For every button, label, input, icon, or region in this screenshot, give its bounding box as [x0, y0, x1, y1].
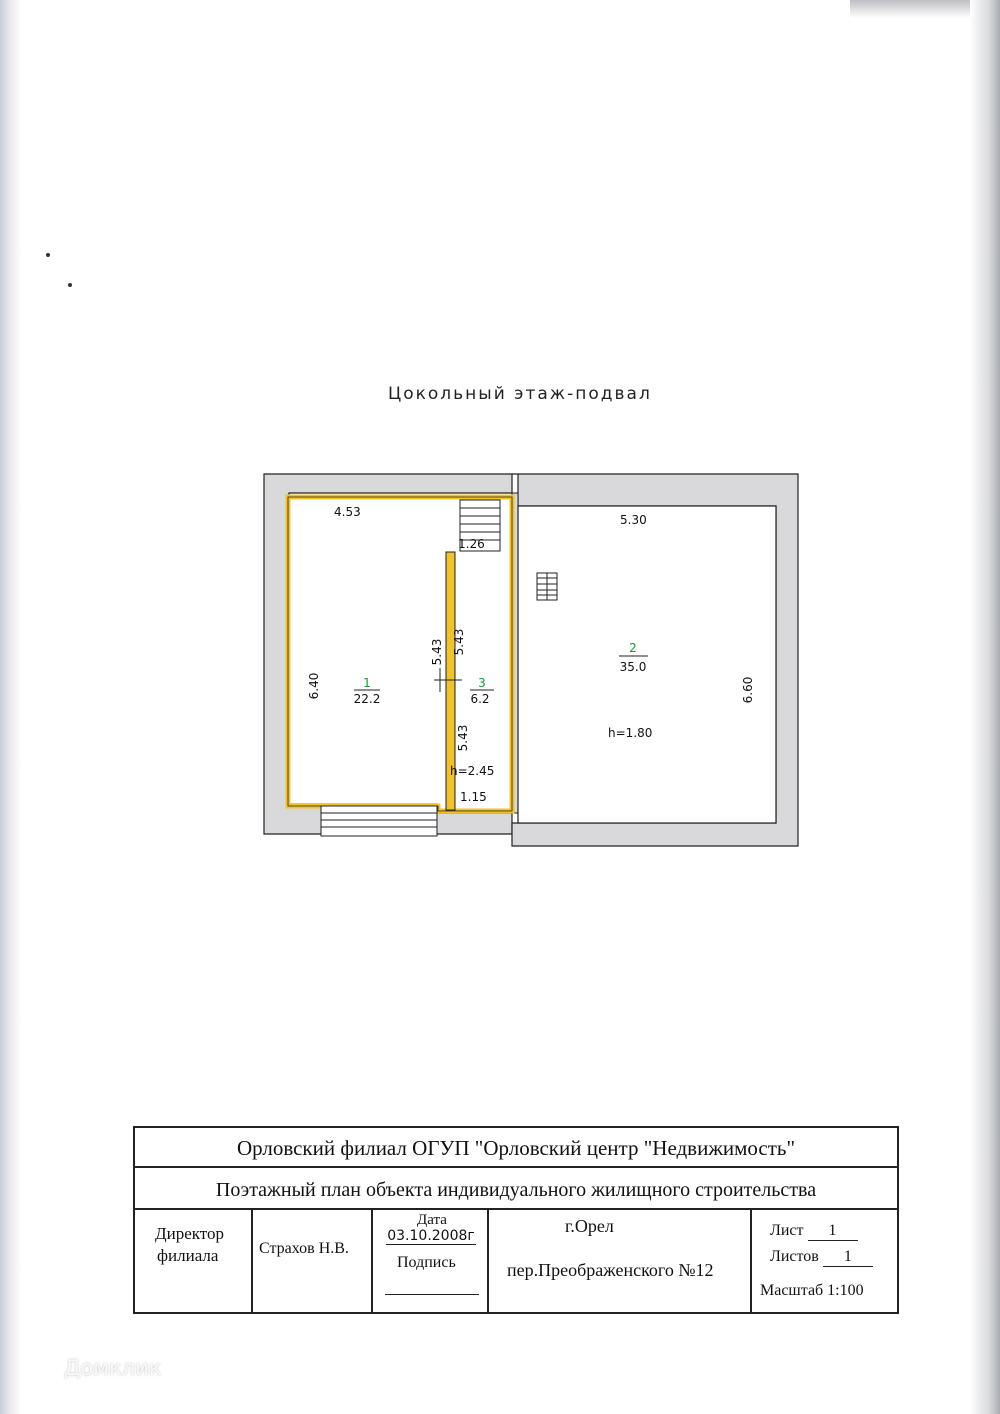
sheet-value: 1 — [808, 1222, 858, 1241]
height-right: h=1.80 — [608, 726, 653, 740]
signature-line — [385, 1274, 479, 1295]
height-left: h=2.45 — [450, 764, 495, 778]
title-block — [133, 1126, 899, 1314]
room-2-outline — [518, 506, 776, 823]
signature-label: Подпись — [397, 1254, 456, 1271]
sheet-cell — [752, 1210, 897, 1312]
room-1-area: 22.2 — [353, 692, 381, 706]
dim-right-height: 6.60 — [741, 676, 755, 704]
watermark — [34, 1356, 162, 1380]
document-name: Поэтажный план объекта индивидуального жилищного строительства — [135, 1168, 897, 1210]
organization-name: Орловский филиал ОГУП "Орловский центр "Недвижимость" — [135, 1128, 897, 1168]
scale: Масштаб 1:100 — [760, 1282, 864, 1299]
entrance-steps — [321, 806, 437, 836]
house-icon — [34, 1359, 58, 1379]
dim-left-top: 4.53 — [334, 505, 361, 519]
address-cell — [489, 1210, 752, 1312]
watermark-text: Домклик — [64, 1356, 162, 1380]
dim-corridor-upper: 5.43 — [430, 638, 444, 666]
director-name: Страхов Н.В. — [259, 1240, 349, 1257]
sheet-label: Лист — [770, 1222, 804, 1239]
dim-left-height: 6.40 — [307, 672, 321, 700]
director-name-cell — [253, 1210, 373, 1312]
dim-corridor-bottom: 1.15 — [460, 790, 487, 804]
vent-grille — [537, 573, 557, 600]
sheets-value: 1 — [823, 1248, 873, 1267]
dim-corridor-upper-2: 5.43 — [452, 628, 466, 656]
director-label: Директор — [155, 1224, 224, 1243]
room-3-area: 6.2 — [470, 692, 490, 706]
room-3-number: 3 — [478, 676, 486, 690]
sheet-info — [770, 1222, 858, 1241]
room-2-number: 2 — [629, 641, 637, 655]
director-cell — [135, 1210, 253, 1312]
date-label: Дата — [417, 1212, 447, 1228]
director-label-2: филиала — [157, 1246, 219, 1265]
sheets-label: Листов — [770, 1248, 819, 1265]
room-1-number: 1 — [363, 676, 371, 690]
city: г.Орел — [565, 1216, 614, 1236]
date-value: 03.10.2008г — [387, 1228, 475, 1244]
dim-stair-width: 1.26 — [458, 537, 485, 551]
date-cell — [373, 1210, 489, 1312]
address: пер.Преображенского №12 — [507, 1260, 714, 1280]
dim-corridor-lower: 5.43 — [456, 724, 470, 752]
room-2-area: 35.0 — [619, 660, 647, 674]
plan-title: Цокольный этаж-подвал — [388, 384, 652, 404]
sheets-info — [770, 1248, 873, 1267]
dim-right-top: 5.30 — [620, 513, 647, 527]
